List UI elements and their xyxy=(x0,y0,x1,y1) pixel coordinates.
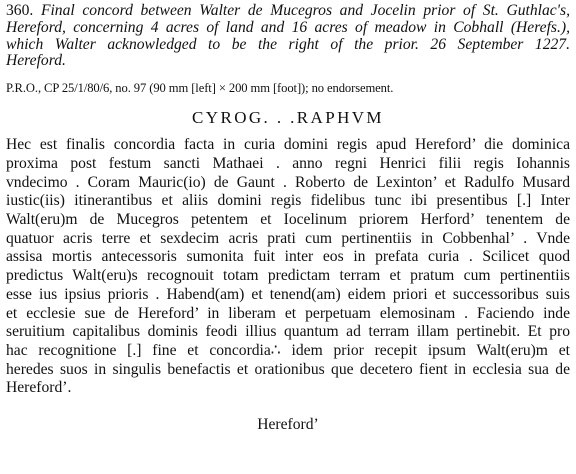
text-line: predictus Walt(eru)s recognouit totam predictam terram et pratum cum pertinentiis xyxy=(6,267,570,285)
text-line: assisa mortis antecessoris sumonita fuit inter eos in prefata curia . Scilicet quod xyxy=(6,248,570,266)
chirograph-title: CYROG. . .RAPHVM xyxy=(192,108,384,128)
charter-number: 360. xyxy=(6,2,34,19)
place-of-issue: Hereford’ xyxy=(257,416,319,434)
charter-page xyxy=(6,3,570,434)
text-line: iustic(iis) itinerantibus et aliis domini regis fidelibus tunc ibi presentibus [.] Inter xyxy=(6,192,570,210)
heading-line: Hereford, concerning 4 acres of land and 16 acres of meadow in Cobhall (Herefs.), xyxy=(6,18,570,36)
heading-line: Final concord between Walter de Mucegros and Jocelin prior of St. Guthlac's, xyxy=(40,2,570,19)
text-line: heredes suos in singulis benefactis et orationibus que decetero fient in ecclesia sua de xyxy=(6,360,570,378)
text-line: esse ius ipsius prioris . Habend(am) et tenend(am) eidem priori et successoribus suis xyxy=(6,285,570,303)
text-line: seruitium capitalibus dominis feodi illius quantum ad terram illam pertinebit. Et pro xyxy=(6,323,570,341)
charter-heading xyxy=(6,3,570,70)
source-reference: P.R.O., CP 25/1/80/6, no. 97 (90 mm [left] × 200 mm [foot]); no endorsement. xyxy=(6,81,394,96)
text-line: et ecclesie sue de Hereford’ in liberam et perpetuam elemosinam . Faciendo inde xyxy=(6,304,570,322)
text-line: Hec est finalis concordia facta in curia domini regis apud Hereford’ die dominica xyxy=(6,136,570,154)
text-line: proxima post festum sancti Mathaei . anno regni Henrici filii regis Iohannis xyxy=(6,154,570,172)
text-line: Walt(eru)m de Mucegros petentem et Iocelinum priorem Herford’ tenentem de xyxy=(6,211,570,228)
text-line: quatuor acris terre et sexdecim acris prati cum pertinentiis in Cobbenhal’ . Vnde xyxy=(6,229,570,247)
text-line: vndecimo . Coram Mauric(io) de Gaunt . Roberto de Lexinton’ et Radulfo Musard xyxy=(6,173,570,191)
charter-text xyxy=(6,136,570,398)
text-line: Hereford’. xyxy=(6,379,72,397)
heading-line: which Walter acknowledged to be the right of the prior. 26 September 1227. xyxy=(6,35,570,53)
heading-line: Hereford. xyxy=(6,52,66,70)
text-line: hac recognitione [.] fine et concordia∴ idem prior recepit ipsum Walt(eru)m et xyxy=(6,341,570,359)
